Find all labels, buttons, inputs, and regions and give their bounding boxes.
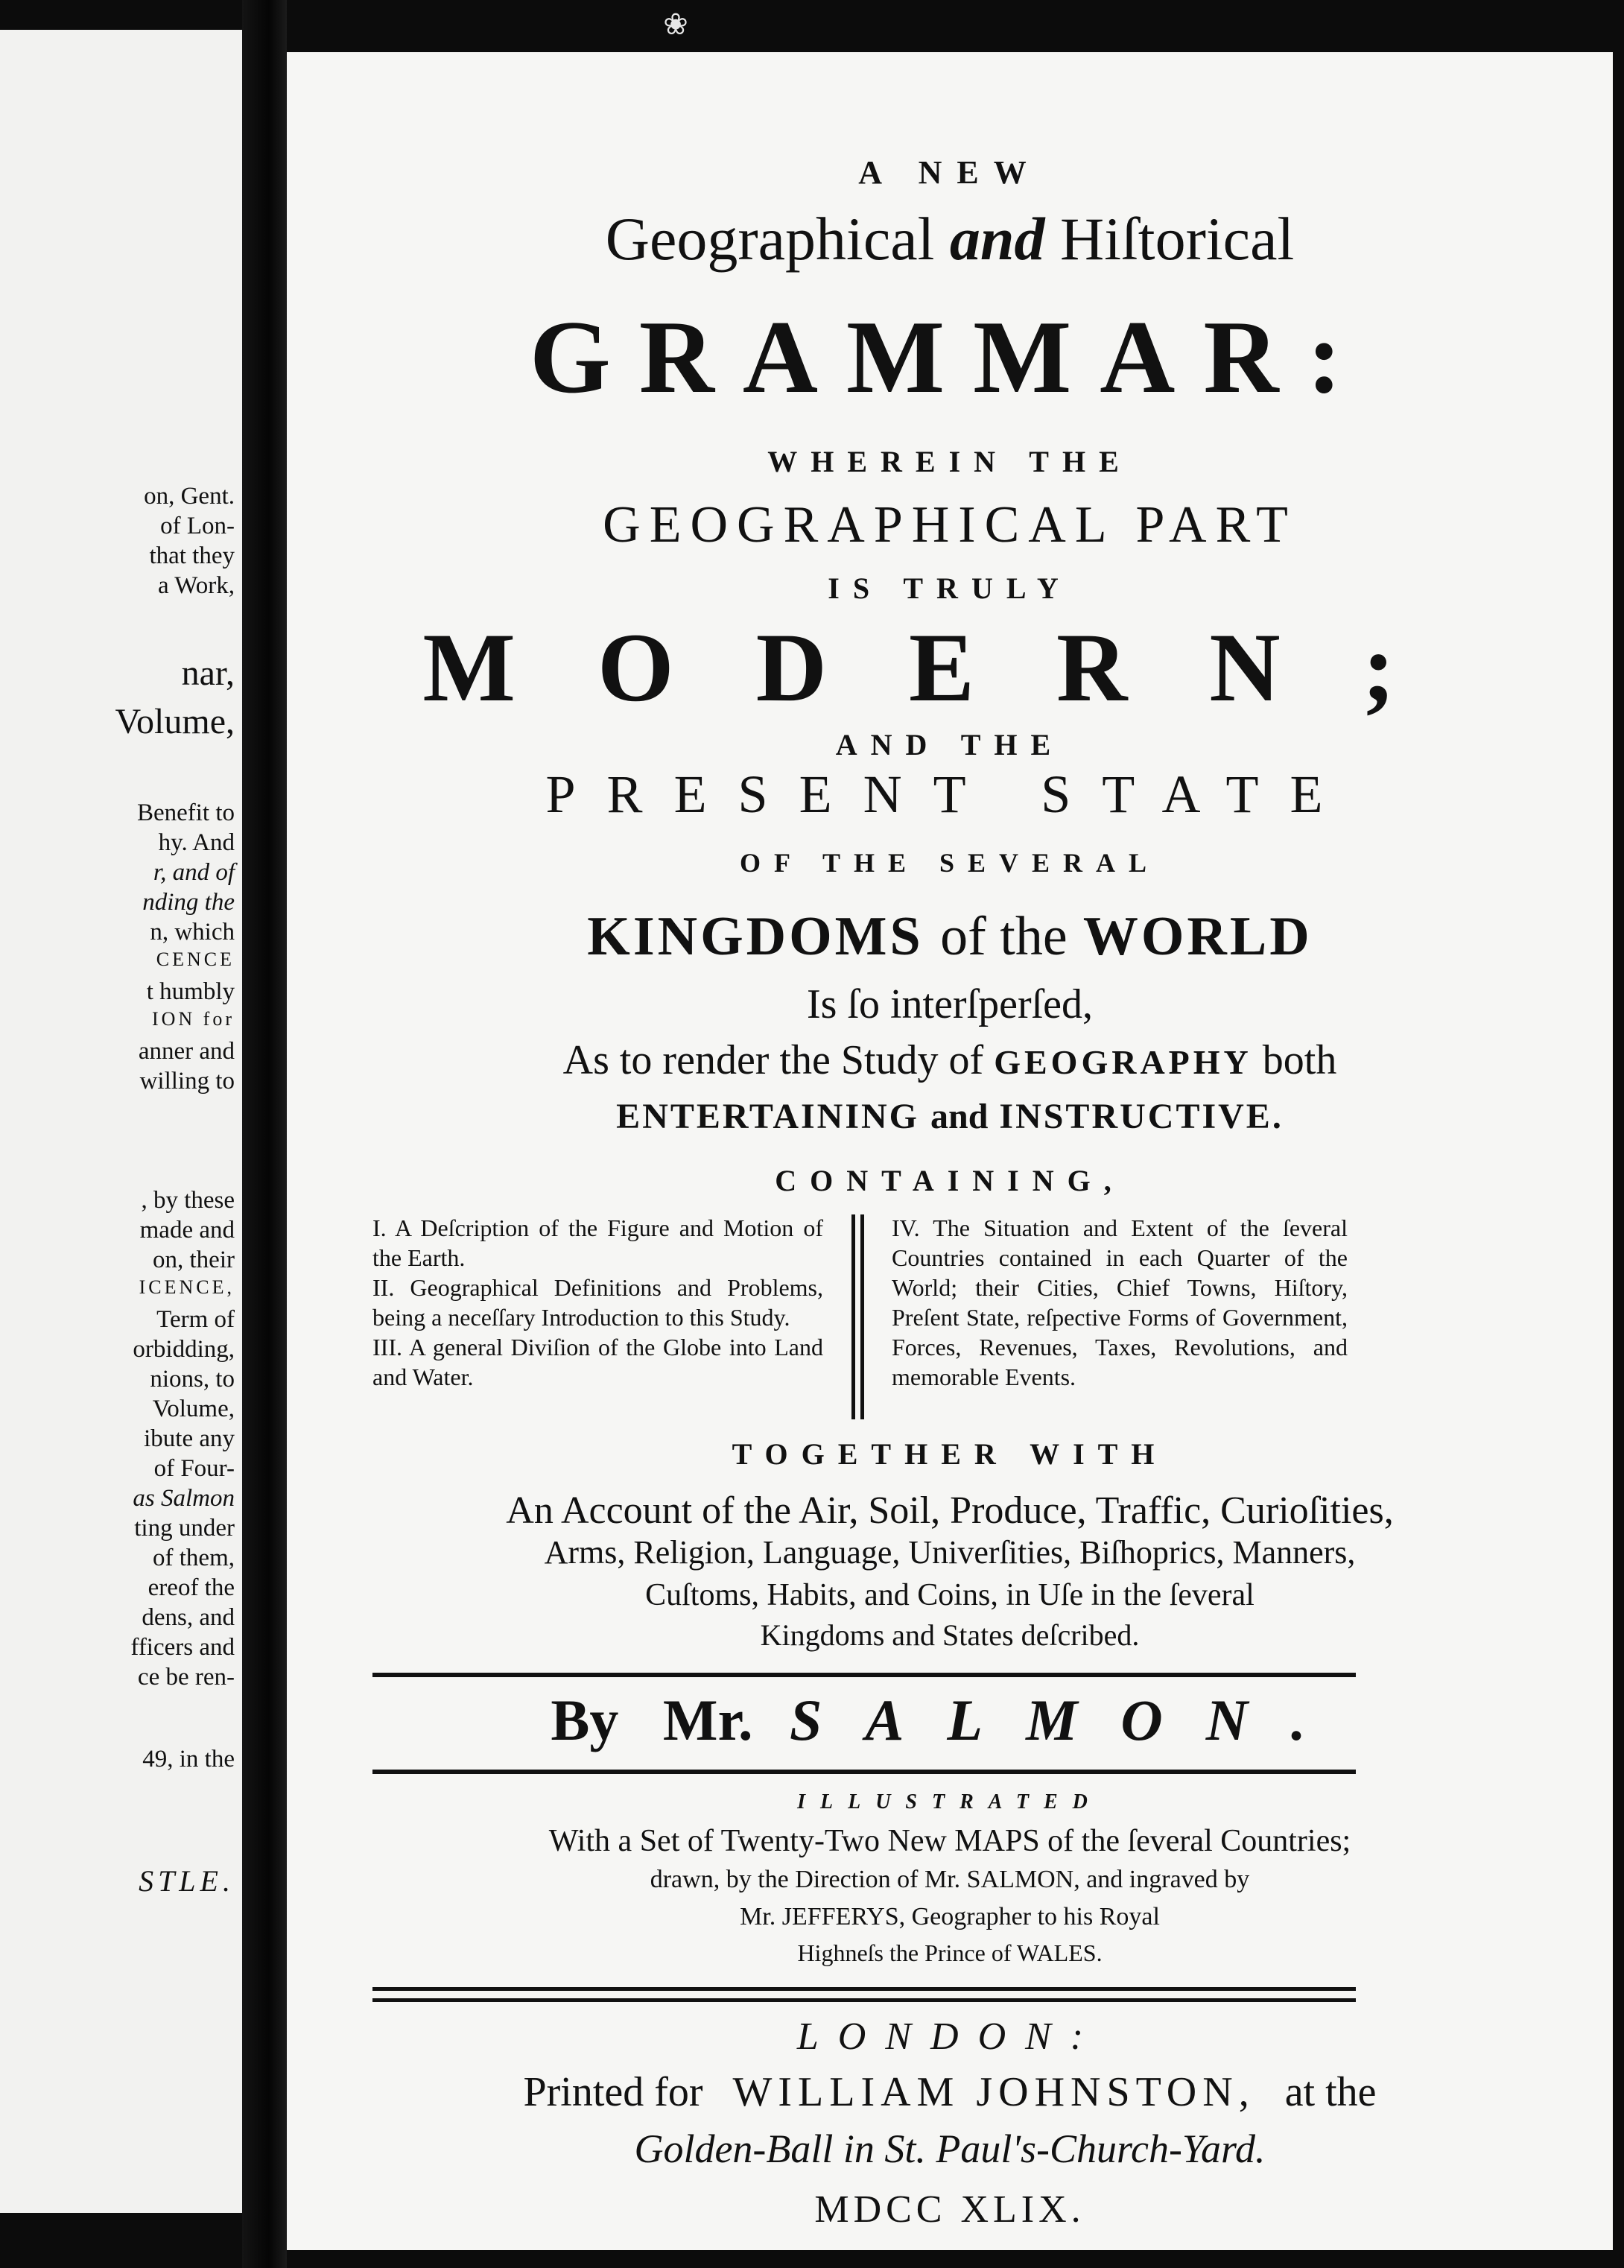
title-page <box>287 52 1613 2250</box>
account-line-2: Arms, Religion, Language, Univerſities, Biſhoprics, Manners, <box>544 1534 1356 1571</box>
facing-page-fragment: that they <box>149 542 235 569</box>
account-line-3: Cuſtoms, Habits, and Coins, in Uſe in the ſeveral <box>645 1578 1255 1612</box>
line-entertaining-instructive: ENTERTAINING and INSTRUCTIVE. <box>616 1097 1284 1136</box>
contents-item-3: III. A general Diviſion of the Globe into Land and Water. <box>372 1334 823 1390</box>
line-and-the: AND THE <box>835 728 1065 761</box>
title-grammar: GRAMMAR: <box>529 300 1371 415</box>
facing-page-fragment: on, Gent. <box>144 483 235 510</box>
double-rule-bottom <box>372 1998 1356 2002</box>
imprint-year: MDCC XLIX. <box>814 2188 1085 2231</box>
facing-page-fragment: of Lon- <box>160 513 235 539</box>
facing-page-fragment: ibute any <box>144 1425 235 1452</box>
contents-column-right <box>892 1213 1348 1392</box>
line-of-the-several: OF THE SEVERAL <box>739 848 1161 878</box>
facing-page-fragment: t humbly <box>146 978 235 1005</box>
facing-page-fragment: r, and of <box>153 859 235 886</box>
title-line-a-new: A NEW <box>858 154 1041 191</box>
illustrated-line-4: Highneſs the Prince of WALES. <box>797 1939 1103 1966</box>
column-divider-left <box>851 1214 855 1419</box>
facing-page-fragment: made and <box>139 1217 235 1244</box>
author-line: By Mr. SALMON. <box>551 1688 1349 1752</box>
heading-containing: CONTAINING, <box>775 1164 1125 1197</box>
facing-page-fragment: willing to <box>139 1068 235 1095</box>
book-gutter <box>242 0 287 2268</box>
facing-page-fragment: hy. And <box>158 829 235 856</box>
facing-page-fragment: Volume, <box>152 1396 235 1422</box>
line-geographical-part: GEOGRAPHICAL PART <box>603 496 1297 554</box>
facing-page-fragment: Volume, <box>115 702 235 741</box>
contents-item-1: I. A Deſcription of the Figure and Motion of the Earth. <box>372 1214 823 1271</box>
fleuron-icon: ❀ <box>663 7 688 41</box>
line-is-truly: IS TRULY <box>828 571 1072 605</box>
illustrated-line-1: With a Set of Twenty-Two New MAPS of the ſeveral Countries; <box>548 1824 1351 1858</box>
imprint-printed-for: Printed for WILLIAM JOHNSTON, at the <box>523 2069 1377 2115</box>
facing-page-fragment: ce be ren- <box>137 1664 235 1691</box>
line-kingdoms-of-the-world: KINGDOMS of the WORLD <box>587 906 1313 967</box>
account-line-4: Kingdoms and States deſcribed. <box>760 1618 1140 1652</box>
facing-page-fragment: of Four- <box>153 1455 235 1482</box>
facing-page-fragment: ereof the <box>148 1574 235 1601</box>
facing-page-fragment: fficers and <box>130 1634 235 1661</box>
title-modern: MODERN; <box>422 612 1477 722</box>
imprint-address: Golden-Ball in St. Paul's-Church-Yard. <box>634 2126 1266 2171</box>
facing-page-fragment: a Work, <box>157 572 235 599</box>
contents-item-4: IV. The Situation and Extent of the ſeveral Countries contained in each Quarter of the World; their Cities, Chief Towns, Hiſtory, Preſent State, reſpective Forms of Government, Forces, Revenues, Taxes, Revolutions, and memorable Events. <box>892 1214 1348 1390</box>
facing-page-fragment: of them, <box>153 1545 235 1571</box>
facing-page-fragment: 49, in the <box>142 1746 235 1773</box>
account-line-1: An Account of the Air, Soil, Produce, Traffic, Curioſities, <box>506 1489 1394 1532</box>
facing-page-fragment: nding the <box>142 889 235 916</box>
rule-above-author <box>372 1673 1356 1677</box>
column-divider-right <box>860 1214 864 1419</box>
illustrated-line-3: Mr. JEFFERYS, Geographer to his Royal <box>740 1903 1160 1930</box>
facing-page-fragment: nar, <box>181 653 235 693</box>
line-study-of-geography: As to render the Study of GEOGRAPHY both <box>562 1037 1337 1083</box>
facing-page-fragment: STLE. <box>139 1864 235 1898</box>
facing-page-fragment: ICENCE, <box>139 1276 235 1298</box>
facing-page-fragment: , by these <box>141 1187 235 1214</box>
facing-page-fragment: CENCE <box>156 948 235 970</box>
facing-page <box>0 30 242 2213</box>
title-line-geographical: Geographical and Hiſtorical <box>605 205 1295 273</box>
facing-page-fragment: Benefit to <box>136 799 235 826</box>
contents-item-2: II. Geographical Definitions and Problems, being a neceſſary Introduction to this Study. <box>372 1274 823 1331</box>
line-interspersed: Is ſo interſperſed, <box>806 981 1094 1027</box>
facing-page-fragment: anner and <box>138 1038 235 1065</box>
line-wherein-the: WHEREIN THE <box>767 445 1132 478</box>
facing-page-fragment: n, which <box>150 919 235 945</box>
facing-page-fragment: on, their <box>153 1247 235 1273</box>
rule-below-author <box>372 1770 1356 1774</box>
double-rule-top <box>372 1987 1356 1991</box>
facing-page-fragment: as Salmon <box>133 1485 235 1512</box>
facing-page-fragment: ION for <box>151 1008 235 1030</box>
facing-page-fragment: dens, and <box>142 1604 235 1631</box>
facing-page-fragment: ting under <box>134 1515 235 1542</box>
facing-page-fragment: orbidding, <box>133 1336 235 1363</box>
facing-page-fragment: Term of <box>156 1306 235 1333</box>
contents-column-left <box>372 1213 823 1392</box>
illustrated-line-2: drawn, by the Direction of Mr. SALMON, and ingraved by <box>650 1866 1250 1893</box>
heading-together-with: TOGETHER WITH <box>732 1437 1168 1471</box>
heading-illustrated: ILLUSTRATED <box>797 1790 1103 1814</box>
line-present-state: PRESENT STATE <box>545 764 1354 824</box>
facing-page-fragment: nions, to <box>150 1366 235 1393</box>
imprint-london: LONDON: <box>796 2015 1103 2058</box>
